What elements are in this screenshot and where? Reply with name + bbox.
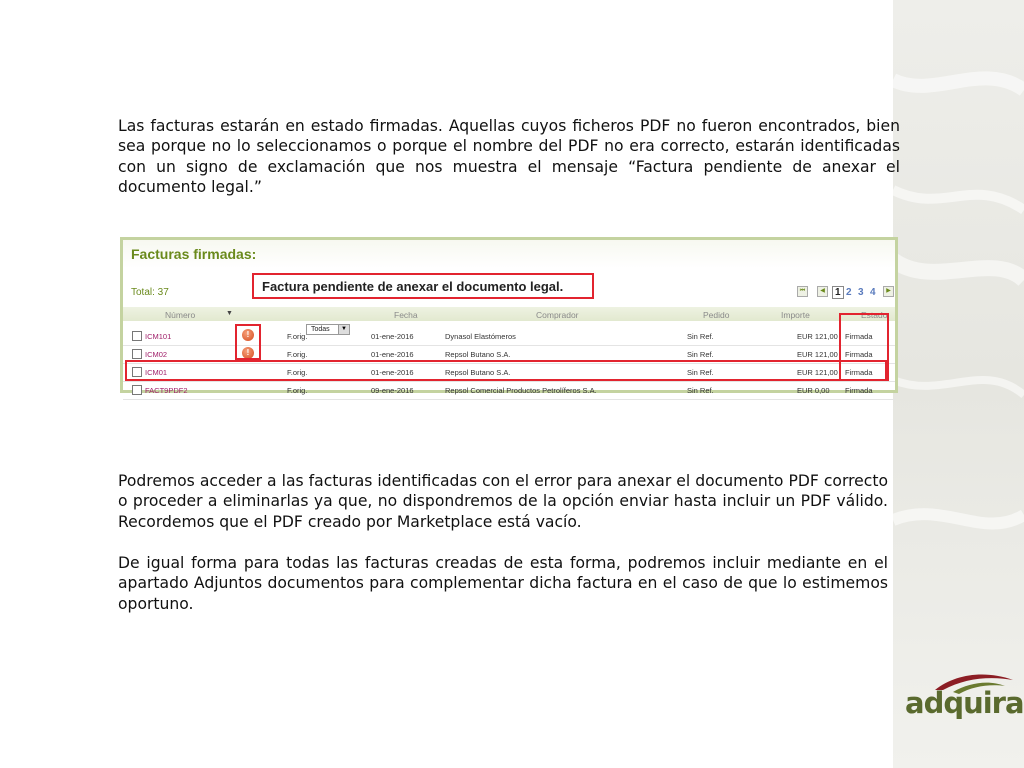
invoice-order: Sin Ref. [687,368,714,377]
row-highlight [125,360,887,381]
invoice-date: 09-ene-2016 [371,386,414,395]
invoice-order: Sin Ref. [687,386,714,395]
screenshot-header [123,240,895,268]
adquira-logo [905,668,1024,723]
table-row[interactable] [123,381,895,400]
invoice-order: Sin Ref. [687,350,714,359]
invoice-status: Firmada [845,332,873,341]
screenshot-title: Facturas firmadas: [131,246,257,262]
invoice-amount: EUR 121,00 [797,368,838,377]
warning-tooltip: Factura pendiente de anexar el documento legal. [252,273,594,299]
invoice-amount: EUR 121,00 [797,332,838,341]
row-checkbox[interactable] [132,331,142,341]
table-header [123,307,895,321]
page-3-link[interactable]: 3 [858,287,864,298]
col-pedido[interactable]: Pedido [703,310,730,320]
invoice-date: 01-ene-2016 [371,350,414,359]
invoice-buyer: Repsol Comercial Productos Petrolíferos S.A. [445,386,597,395]
warning-exclamation-icon[interactable]: ! [242,329,254,341]
decorative-stripes [893,0,1024,768]
chevron-down-icon: ▼ [338,325,349,334]
page-1-link[interactable]: 1 [832,286,844,299]
row-checkbox[interactable] [132,385,142,395]
warning-icons-highlight [235,324,261,360]
invoice-status: Firmada [845,368,873,377]
invoice-amount: EUR 0,00 [797,386,830,395]
type-filter-value: Todas [311,326,330,333]
col-fecha[interactable]: Fecha [394,310,418,320]
sort-arrow-icon[interactable]: ▼ [226,310,233,317]
intro-paragraph: Las facturas estarán en estado firmadas. Aquellas cuyos ficheros PDF no fueron encontrados, bien sea porque no lo seleccionamos o porque el nombre del PDF no era correcto, estarán identificadas con un signo de exclamación que nos muestra el mensaje “Factura pendiente de anexar el documento legal.” [118,117,900,197]
invoice-amount: EUR 121,00 [797,350,838,359]
invoice-type: F.orig. [287,332,308,341]
invoice-number-link[interactable]: FACT9PDF2 [145,386,188,395]
invoice-buyer: Dynasol Elastómeros [445,332,516,341]
invoice-number-link[interactable]: ICM101 [145,332,172,341]
invoice-type: F.orig. [287,350,308,359]
invoice-number-link[interactable]: ICM01 [145,368,168,377]
page-2-link[interactable]: 2 [846,287,852,298]
warning-exclamation-icon[interactable]: ! [242,347,254,359]
invoice-type: F.orig. [287,386,308,395]
invoice-list-screenshot [120,237,898,393]
col-numero[interactable]: Número [165,310,196,320]
invoice-number-link[interactable]: ICM02 [145,350,168,359]
invoice-type: F.orig. [287,368,308,377]
invoice-buyer: Repsol Butano S.A. [445,368,511,377]
invoice-buyer: Repsol Butano S.A. [445,350,511,359]
col-importe[interactable]: Importe [781,310,810,320]
invoice-date: 01-ene-2016 [371,368,414,377]
invoice-order: Sin Ref. [687,332,714,341]
logo-text: adquira [905,686,1024,720]
row-checkbox[interactable] [132,349,142,359]
prev-page-button[interactable]: ◀ [817,286,828,297]
next-page-button[interactable]: ▶ [883,286,894,297]
access-paragraph: Podremos acceder a las facturas identificadas con el error para anexar el documento PDF correcto o proceder a eliminarlas ya que, no dispondremos de la opción enviar hasta incluir un PDF válido. Recordemos que el PDF creado por Marketplace está vacío. [118,472,888,531]
page-4-link[interactable]: 4 [870,287,876,298]
attachments-paragraph: De igual forma para todas las facturas creadas de esta forma, podremos incluir mediante en el apartado Adjuntos documentos para complementar dicha factura en el caso de que lo estimemos oportuno. [118,554,888,613]
col-comprador[interactable]: Comprador [536,310,579,320]
col-estado[interactable]: Estado [861,310,888,320]
invoice-status: Firmada [845,350,873,359]
invoice-status: Firmada [845,386,873,395]
side-decoration-panel [893,0,1024,768]
first-page-button[interactable]: ⏮ [797,286,808,297]
total-count: Total: 37 [131,287,169,298]
invoice-date: 01-ene-2016 [371,332,414,341]
